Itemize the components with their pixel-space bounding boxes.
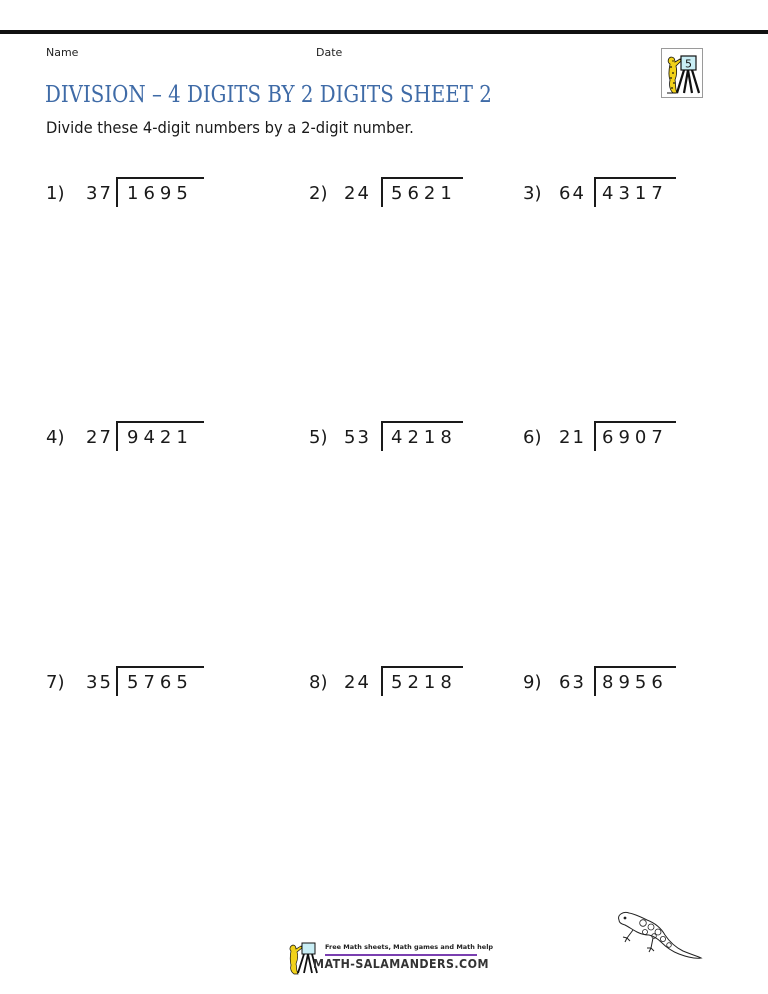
dividend: 4317 xyxy=(602,183,668,204)
problem-number: 4) xyxy=(46,427,65,448)
footer-brand: MATH-SALAMANDERS.COM xyxy=(313,957,489,971)
problem-number: 9) xyxy=(523,672,542,693)
problem-number: 6) xyxy=(523,427,542,448)
divisor: 24 xyxy=(344,183,371,204)
dividend: 1695 xyxy=(127,183,193,204)
divisor: 35 xyxy=(86,672,113,693)
dividend: 5765 xyxy=(127,672,193,693)
footer-divider xyxy=(325,954,477,956)
problem-number: 1) xyxy=(46,183,65,204)
divisor: 53 xyxy=(344,427,371,448)
divisor: 64 xyxy=(559,183,586,204)
name-label: Name xyxy=(46,46,79,59)
dividend: 5621 xyxy=(391,183,457,204)
divisor: 27 xyxy=(86,427,113,448)
dividend: 9421 xyxy=(127,427,193,448)
dividend: 5218 xyxy=(391,672,457,693)
dividend: 8956 xyxy=(602,672,668,693)
date-label: Date xyxy=(316,46,343,59)
divisor: 21 xyxy=(559,427,586,448)
grade-logo-badge xyxy=(661,48,703,98)
problem-number: 3) xyxy=(523,183,542,204)
svg-text:5: 5 xyxy=(685,57,692,71)
dividend: 6907 xyxy=(602,427,668,448)
dividend: 4218 xyxy=(391,427,457,448)
problem-number: 7) xyxy=(46,672,65,693)
divisor: 24 xyxy=(344,672,371,693)
divisor: 37 xyxy=(86,183,113,204)
footer-logo xyxy=(285,941,494,975)
instructions: Divide these 4-digit numbers by a 2-digit number. xyxy=(46,118,414,137)
problem-number: 2) xyxy=(309,183,328,204)
problem-number: 8) xyxy=(309,672,328,693)
footer-tagline: Free Math sheets, Math games and Math help xyxy=(325,943,494,951)
page-title: DIVISION – 4 DIGITS BY 2 DIGITS SHEET 2 xyxy=(45,82,492,108)
salamander-easel-icon xyxy=(662,49,702,97)
top-rule xyxy=(0,30,768,34)
salamander-icon xyxy=(613,908,703,975)
divisor: 63 xyxy=(559,672,586,693)
problem-number: 5) xyxy=(309,427,328,448)
